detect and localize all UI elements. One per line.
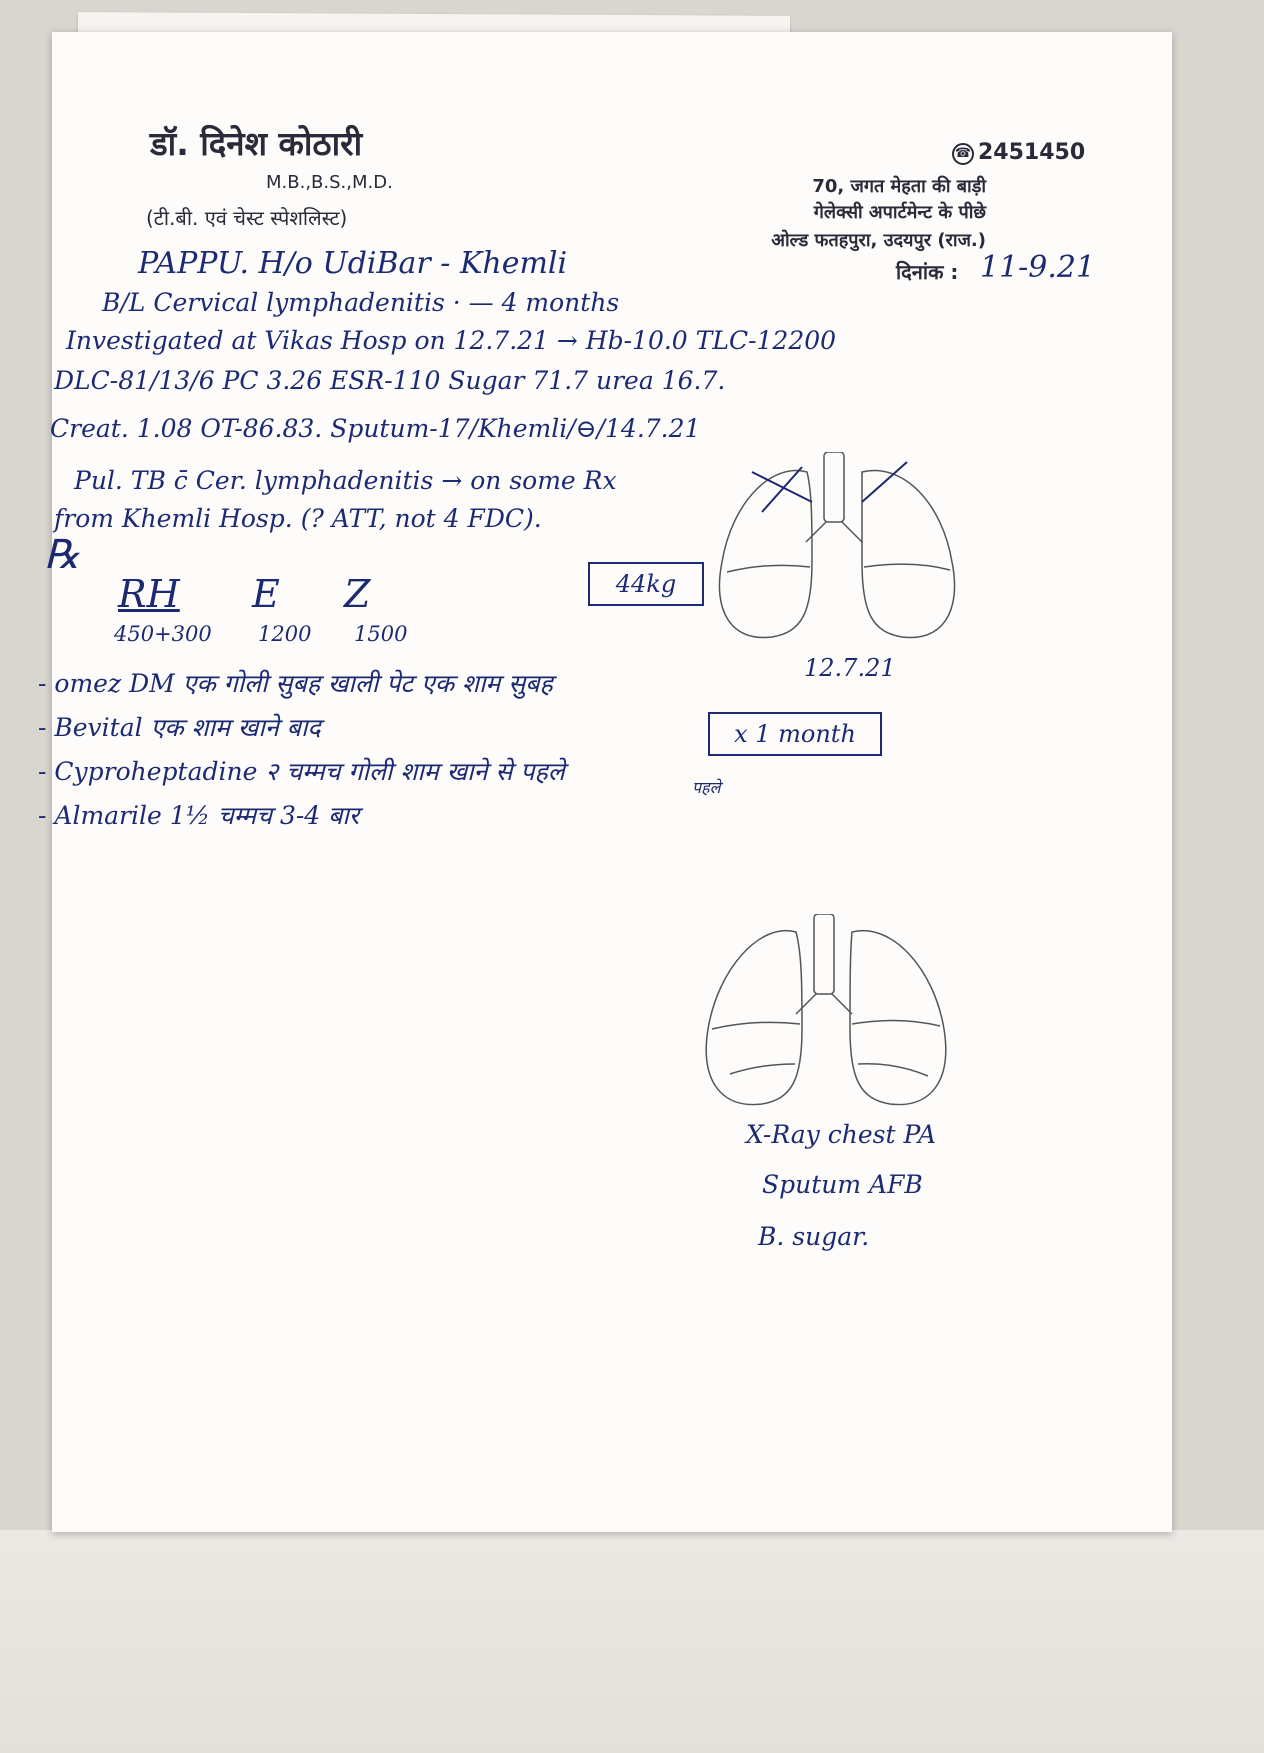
weight-box: 44kg: [588, 562, 704, 606]
investigation-2: Sputum AFB: [762, 1170, 923, 1199]
medication-4: - Almarile 1½ चम्मच 3-4 बार: [38, 801, 360, 830]
doctor-speciality: (टी.बी. एवं चेस्ट स्पेशलिस्ट): [146, 206, 348, 230]
drug-z: Z: [344, 572, 371, 616]
prescription-page: [38, 32, 1172, 1532]
medication-3-note: पहले: [692, 778, 721, 797]
history-line-1: B/L Cervical lymphadenitis · — 4 months: [102, 288, 620, 317]
duration-box: x 1 month: [708, 712, 882, 756]
medication-2: - Bevital एक शाम खाने बाद: [38, 713, 321, 742]
phone-text: 2451450: [978, 140, 1086, 165]
doctor-name: डॉ. दिनेश कोठारी: [150, 124, 363, 163]
investigation-3: B. sugar.: [758, 1222, 870, 1251]
dose-e: 1200: [258, 622, 312, 646]
patient-name: PAPPU. H/o UdiBar - Khemli: [138, 246, 568, 281]
medication-1: - omez DM एक गोली सुबह खाली पेट एक शाम सुबह: [38, 669, 553, 698]
date-label: दिनांक :: [896, 260, 959, 284]
address-line-3: ओल्ड फतहपुरा, उदयपुर (राज.): [771, 230, 986, 251]
history-line-6: from Khemli Hosp. (? ATT, not 4 FDC).: [54, 504, 542, 533]
rx-symbol: ℞: [44, 532, 80, 578]
drug-e: E: [252, 572, 280, 616]
drug-rh: RH: [118, 572, 180, 616]
history-line-5: Pul. TB c̄ Cer. lymphadenitis → on some Rx: [74, 466, 617, 495]
doctor-degrees: M.B.,B.S.,M.D.: [266, 172, 393, 193]
history-line-3: DLC-81/13/6 PC 3.26 ESR-110 Sugar 71.7 urea 16.7.: [54, 366, 726, 395]
history-line-4: Creat. 1.08 OT-86.83. Sputum-17/Khemli/⊖/14.7.21: [50, 414, 701, 443]
backdrop: [0, 1530, 1264, 1753]
address-line-1: 70, जगत मेहता की बाड़ी: [812, 176, 986, 197]
investigation-1: X-Ray chest PA: [746, 1120, 937, 1149]
medication-3: - Cyproheptadine २ चम्मच गोली शाम खाने से पहले: [38, 757, 565, 786]
lung-diagram-bottom: [700, 914, 950, 1114]
prescription-date: 11-9.21: [980, 250, 1096, 285]
address-line-2: गेलेक्सी अपार्टमेन्ट के पीछे: [813, 202, 986, 223]
history-line-2: Investigated at Vikas Hosp on 12.7.21 → Hb-10.0 TLC-12200: [66, 326, 837, 355]
phone-circle-icon: ☎: [952, 143, 974, 165]
xray-date: 12.7.21: [804, 654, 896, 682]
phone-number: [952, 140, 1085, 165]
dose-z: 1500: [354, 622, 408, 646]
dose-rh: 450+300: [114, 622, 212, 646]
lung-diagram-top: [712, 452, 962, 652]
